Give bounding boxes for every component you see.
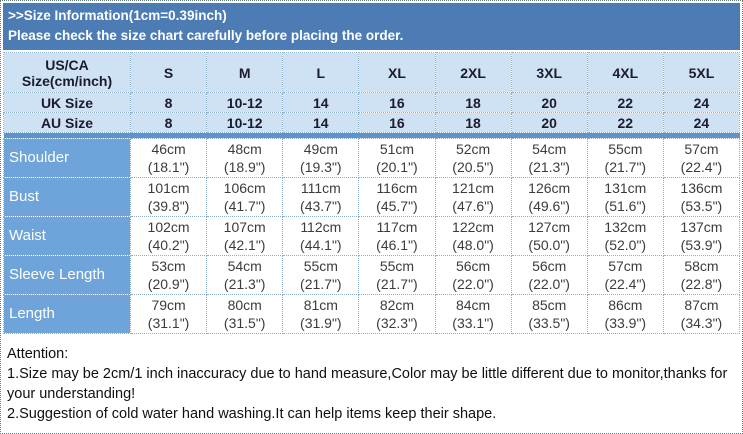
uk-size-value: 10-12: [207, 93, 283, 113]
uk-size-value: 8: [131, 93, 207, 113]
size-column-header-m: M: [207, 53, 283, 93]
uk-size-value: 18: [435, 93, 511, 113]
measurement-cell: 55cm (21.7"): [359, 256, 435, 295]
measurement-cell: 57cm (22.4"): [663, 139, 739, 178]
size-header-row: [4, 53, 740, 93]
measurement-cell: 106cm (41.7"): [207, 178, 283, 217]
measurement-row-shoulder: [4, 139, 740, 178]
measurement-cell: 79cm (31.1"): [131, 295, 207, 334]
measurement-cell: 84cm (33.1"): [435, 295, 511, 334]
measurement-cell: 117cm (46.1"): [359, 217, 435, 256]
size-table: [3, 52, 740, 334]
measurement-cell: 56cm (22.0"): [435, 256, 511, 295]
banner-subtitle: Please check the size chart carefully before placing the order.: [8, 28, 404, 43]
au-size-value: 18: [435, 113, 511, 133]
size-column-header-l: L: [283, 53, 359, 93]
measurement-cell: 127cm (50.0"): [511, 217, 587, 256]
size-column-header-5xl: 5XL: [663, 53, 739, 93]
measurement-cell: 52cm (20.5"): [435, 139, 511, 178]
row-label-sleeve-length: Sleeve Length: [4, 256, 131, 295]
measurement-cell: 58cm (22.8"): [663, 256, 739, 295]
measurement-cell: 80cm (31.5"): [207, 295, 283, 334]
attention-section: [3, 344, 740, 424]
attention-note-1: 1.Size may be 2cm/1 inch inaccuracy due to hand measure,Color may be little different due to monitor,thanks for your understanding!: [7, 366, 728, 402]
measurement-cell: 131cm (51.6"): [587, 178, 663, 217]
measurement-cell: 46cm (18.1"): [131, 139, 207, 178]
measurement-cell: 116cm (45.7"): [359, 178, 435, 217]
au-size-row-label: AU Size: [4, 113, 131, 133]
uk-size-row: [4, 93, 740, 113]
size-column-header-xl: XL: [359, 53, 435, 93]
row-label-shoulder: Shoulder: [4, 139, 131, 178]
corner-header-cell: US/CA Size(cm/inch): [4, 53, 131, 93]
size-column-header-3xl: 3XL: [511, 53, 587, 93]
row-label-waist: Waist: [4, 217, 131, 256]
au-size-value: 8: [131, 113, 207, 133]
size-column-header-s: S: [131, 53, 207, 93]
measurement-cell: 82cm (32.3"): [359, 295, 435, 334]
measurement-cell: 54cm (21.3"): [511, 139, 587, 178]
measurement-row-waist: [4, 217, 740, 256]
measurement-cell: 56cm (22.0"): [511, 256, 587, 295]
measurement-cell: 57cm (22.4"): [587, 256, 663, 295]
measurement-cell: 81cm (31.9"): [283, 295, 359, 334]
measurement-cell: 111cm (43.7"): [283, 178, 359, 217]
au-size-value: 14: [283, 113, 359, 133]
attention-note-2: 2.Suggestion of cold water hand washing.It can help items keep their shape.: [7, 406, 497, 422]
measurement-cell: 107cm (42.1"): [207, 217, 283, 256]
measurement-cell: 49cm (19.3"): [283, 139, 359, 178]
attention-title: Attention:: [7, 346, 69, 362]
measurement-cell: 48cm (18.9"): [207, 139, 283, 178]
measurement-cell: 86cm (33.9"): [587, 295, 663, 334]
measurement-cell: 55cm (21.7"): [587, 139, 663, 178]
measurement-cell: 85cm (33.5"): [511, 295, 587, 334]
au-size-value: 20: [511, 113, 587, 133]
measurement-cell: 112cm (44.1"): [283, 217, 359, 256]
uk-size-value: 16: [359, 93, 435, 113]
banner-title: >>Size Information(1cm=0.39inch): [8, 8, 227, 23]
au-size-value: 22: [587, 113, 663, 133]
measurement-row-sleeve-length: [4, 256, 740, 295]
measurement-row-bust: [4, 178, 740, 217]
uk-size-value: 22: [587, 93, 663, 113]
measurement-cell: 54cm (21.3"): [207, 256, 283, 295]
measurement-cell: 102cm (40.2"): [131, 217, 207, 256]
size-column-header-4xl: 4XL: [587, 53, 663, 93]
size-info-banner: [3, 3, 740, 50]
size-column-header-2xl: 2XL: [435, 53, 511, 93]
au-size-value: 16: [359, 113, 435, 133]
row-label-bust: Bust: [4, 178, 131, 217]
row-label-length: Length: [4, 295, 131, 334]
au-size-value: 10-12: [207, 113, 283, 133]
measurement-cell: 87cm (34.3"): [663, 295, 739, 334]
measurement-row-length: [4, 295, 740, 334]
measurement-cell: 137cm (53.9"): [663, 217, 739, 256]
au-size-row: [4, 113, 740, 133]
measurement-cell: 136cm (53.5"): [663, 178, 739, 217]
measurement-cell: 55cm (21.7"): [283, 256, 359, 295]
measurement-cell: 122cm (48.0"): [435, 217, 511, 256]
measurement-cell: 101cm (39.8"): [131, 178, 207, 217]
measurement-cell: 121cm (47.6"): [435, 178, 511, 217]
au-size-value: 24: [663, 113, 739, 133]
uk-size-value: 24: [663, 93, 739, 113]
measurement-cell: 51cm (20.1"): [359, 139, 435, 178]
measurement-cell: 132cm (52.0"): [587, 217, 663, 256]
uk-size-value: 14: [283, 93, 359, 113]
measurement-cell: 53cm (20.9"): [131, 256, 207, 295]
uk-size-value: 20: [511, 93, 587, 113]
uk-size-row-label: UK Size: [4, 93, 131, 113]
measurement-cell: 126cm (49.6"): [511, 178, 587, 217]
